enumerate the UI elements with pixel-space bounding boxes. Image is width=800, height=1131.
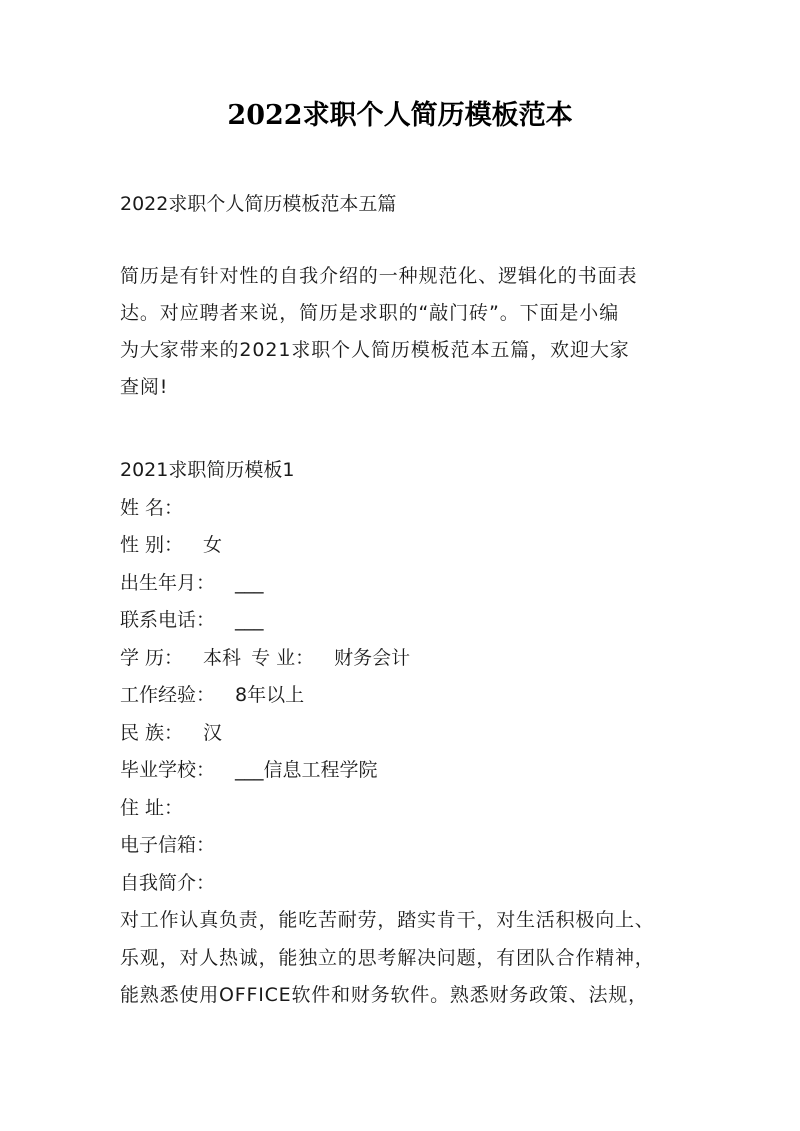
birth-value: ___: [235, 571, 264, 594]
intro-line: 查阅!: [120, 376, 169, 398]
phone-label: 联系电话：: [120, 609, 216, 631]
phone-field: [120, 602, 700, 640]
experience-label: 工作经验：: [120, 684, 216, 706]
address-field: [120, 790, 700, 828]
school-value: ___信息工程学院: [235, 759, 378, 781]
experience-field: [120, 677, 700, 715]
intro-line: 简历是有针对性的自我介绍的一种规范化、逻辑化的书面表: [120, 265, 638, 287]
birth-label: 出生年月：: [120, 571, 216, 594]
ethnicity-field: [120, 715, 700, 753]
school-label: 毕业学校：: [120, 759, 216, 781]
ethnicity-label: 民 族：: [120, 721, 184, 744]
experience-value: 8年以上: [235, 684, 305, 706]
self-intro-line: 能熟悉使用OFFICE软件和财务软件。熟悉财务政策、法规，: [120, 984, 648, 1006]
document-title: 2022求职个人简历模板范本: [227, 100, 573, 131]
address-label: 住 址：: [120, 796, 184, 819]
intro-paragraph: [120, 258, 700, 406]
birth-field: [120, 565, 700, 603]
self-intro-line: 乐观，对人热诚，能独立的思考解决问题，有团队合作精神，: [120, 946, 655, 969]
gender-value: 女: [203, 534, 223, 556]
name-field: [120, 490, 700, 528]
major-label: 专 业：: [251, 646, 315, 669]
school-field: [120, 752, 700, 790]
self-intro-label: 自我简介：: [120, 871, 216, 894]
gender-field: [120, 527, 700, 565]
email-field: [120, 827, 700, 865]
intro-line: 为大家带来的2021求职个人简历模板范本五篇，欢迎大家: [120, 339, 630, 361]
intro-line: 达。对应聘者来说，简历是求职的“敲门砖”。下面是小编: [120, 302, 620, 324]
name-label: 姓 名：: [120, 496, 184, 519]
education-field: [120, 640, 700, 678]
document-subtitle: 2022求职个人简历模板范本五篇: [120, 193, 397, 215]
self-intro-line: 对工作认真负责，能吃苦耐劳，踏实肯干，对生活积极向上、: [120, 909, 655, 931]
education-label: 学 历：: [120, 646, 184, 669]
major-value: 财务会计: [334, 646, 411, 669]
resume-template: [120, 452, 700, 1015]
email-label: 电子信箱：: [120, 834, 216, 856]
ethnicity-value: 汉: [203, 721, 223, 744]
phone-value: ___: [235, 609, 264, 631]
education-value: 本科: [203, 646, 242, 669]
resume-heading: 2021求职简历模板1: [120, 459, 295, 481]
gender-label: 性 别：: [120, 534, 184, 556]
